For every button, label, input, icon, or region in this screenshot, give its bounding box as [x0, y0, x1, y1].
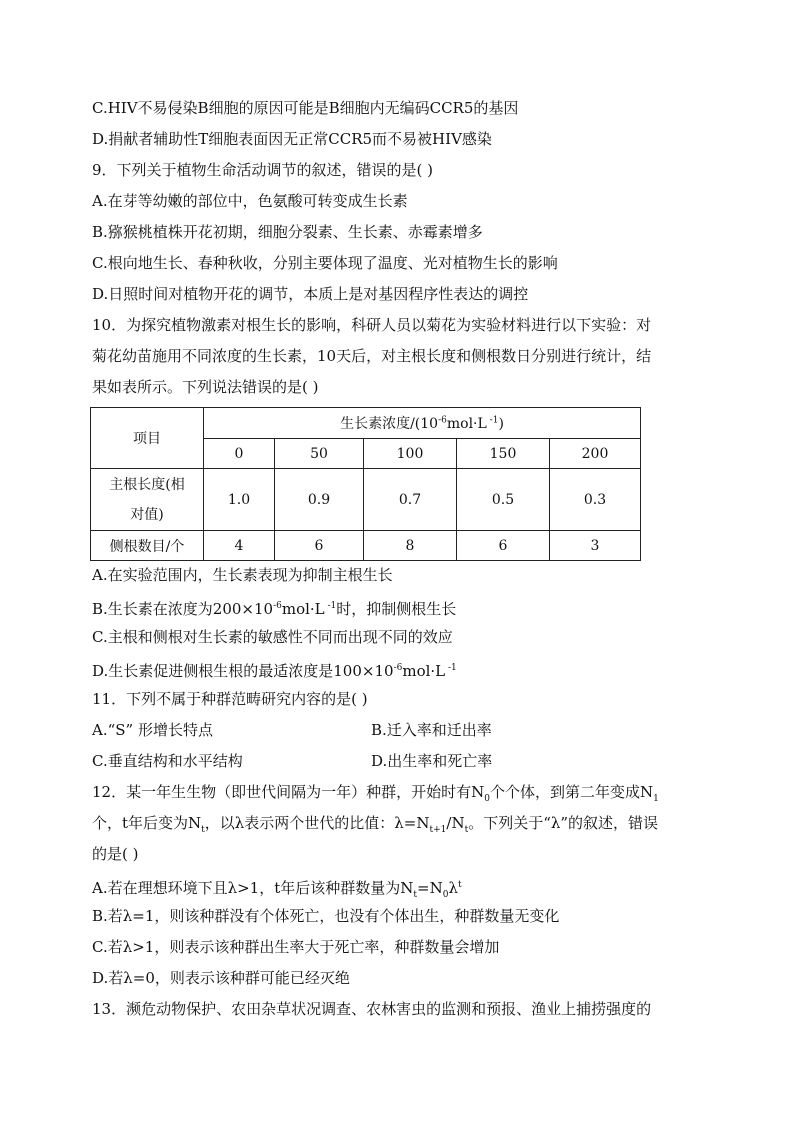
- q9-option-d: D.日照时间对植物开花的调节，本质上是对基因程序性表达的调控: [92, 285, 529, 303]
- q10-option-a: A.在实验范围内，生长素表现为抑制主根生长: [92, 566, 393, 584]
- question-12-line3: 的是( ): [92, 845, 139, 863]
- table-cell: 4: [204, 531, 275, 561]
- question-13: 13．濒危动物保护、农田杂草状况调查、农林害虫的监测和预报、渔业上捕捞强度的: [92, 1000, 652, 1018]
- table-cell: 1.0: [204, 469, 275, 531]
- table-row-label-lateral-root: 侧根数目/个: [91, 531, 204, 561]
- q12-option-c: C.若λ>1，则表示该种群出生率大于死亡率，种群数量会增加: [92, 938, 500, 956]
- table-conc-cell: 50: [275, 439, 364, 469]
- option-c-line: C.HIV不易侵染B细胞的原因可能是B细胞内无编码CCR5的基因: [92, 99, 519, 117]
- table-conc-cell: 150: [457, 439, 550, 469]
- q12-option-b: B.若λ=1，则该种群没有个体死亡，也没有个体出生，种群数量无变化: [92, 907, 560, 925]
- question-9: 9．下列关于植物生命活动调节的叙述，错误的是( ): [92, 161, 434, 179]
- table-cell: 6: [457, 531, 550, 561]
- table-conc-cell: 100: [364, 439, 457, 469]
- q9-option-c: C.根向地生长、春种秋收，分别主要体现了温度、光对植物生长的影响: [92, 254, 558, 272]
- option-d-line: D.捐献者辅助性T细胞表面因无正常CCR5而不易被HIV感染: [92, 130, 492, 148]
- question-10-line3: 果如表所示。下列说法错误的是( ): [92, 378, 319, 396]
- q9-option-b: B.猕猴桃植株开花初期，细胞分裂素、生长素、赤霉素增多: [92, 223, 483, 241]
- table-cell: 8: [364, 531, 457, 561]
- table-cell: 0.5: [457, 469, 550, 531]
- table-cell: 0.9: [275, 469, 364, 531]
- table-cell: 0.3: [550, 469, 641, 531]
- q10-option-d: D.生长素促进侧根生根的最适浓度是$100\times 10^{-6}mol\cdot L$ $^{-1}$: [92, 662, 457, 680]
- q12-option-a: A.若在理想环境下且λ>1，t年后该种群数量为$N_t=N_0\lambda^t$: [92, 879, 462, 900]
- q12-option-d: D.若λ=0，则表示该种群可能已经灭绝: [92, 969, 350, 987]
- table-cell: 3: [550, 531, 641, 561]
- table-header-concentration: 生长素浓度$/(10^{-6}mol\cdot L$ $^{-1}$): [204, 408, 641, 439]
- question-10-line1: 10．为探究植物激素对根生长的影响，科研人员以菊花为实验材料进行以下实验：对: [92, 316, 652, 334]
- q11-option-b: B.迁入率和迁出率: [371, 721, 492, 739]
- question-10-line2: 菊花幼苗施用不同浓度的生长素，10天后，对主根长度和侧根数日分别进行统计，结: [92, 347, 652, 365]
- q11-option-c: C.垂直结构和水平结构: [92, 752, 243, 770]
- q9-option-a: A.在芽等幼嫩的部位中，色氨酸可转变成生长素: [92, 192, 408, 210]
- table-conc-cell: 0: [204, 439, 275, 469]
- table-cell: 0.7: [364, 469, 457, 531]
- q11-option-d: D.出生率和死亡率: [371, 752, 493, 770]
- question-12-line1: 12．某一年生生物（即世代间隔为一年）种群，开始时有$N_0$个个体，到第二年变成$N_1$: [92, 783, 659, 804]
- table-header-item: 项目: [91, 408, 204, 469]
- auxin-table: [90, 407, 641, 561]
- q10-option-c: C.主根和侧根对生长素的敏感性不同而出现不同的效应: [92, 628, 453, 646]
- table-row-label-main-root: 主根长度(相 对值): [91, 469, 204, 531]
- q11-option-a: A.“S” 形增长特点: [92, 721, 213, 739]
- question-12-line2: 个，t年后变为$N_t$，以λ表示两个世代的比值：$\lambda=N_{t+1}/N_t$。下列关于“λ”的叙述，错误: [92, 814, 659, 835]
- q10-option-b: B.生长素在浓度为$200\times 10^{-6}mol\cdot L$ $^{-1}$时，抑制侧根生长: [92, 600, 457, 618]
- table-cell: 6: [275, 531, 364, 561]
- question-11: 11．下列不属于种群范畴研究内容的是( ): [92, 690, 368, 708]
- table-conc-cell: 200: [550, 439, 641, 469]
